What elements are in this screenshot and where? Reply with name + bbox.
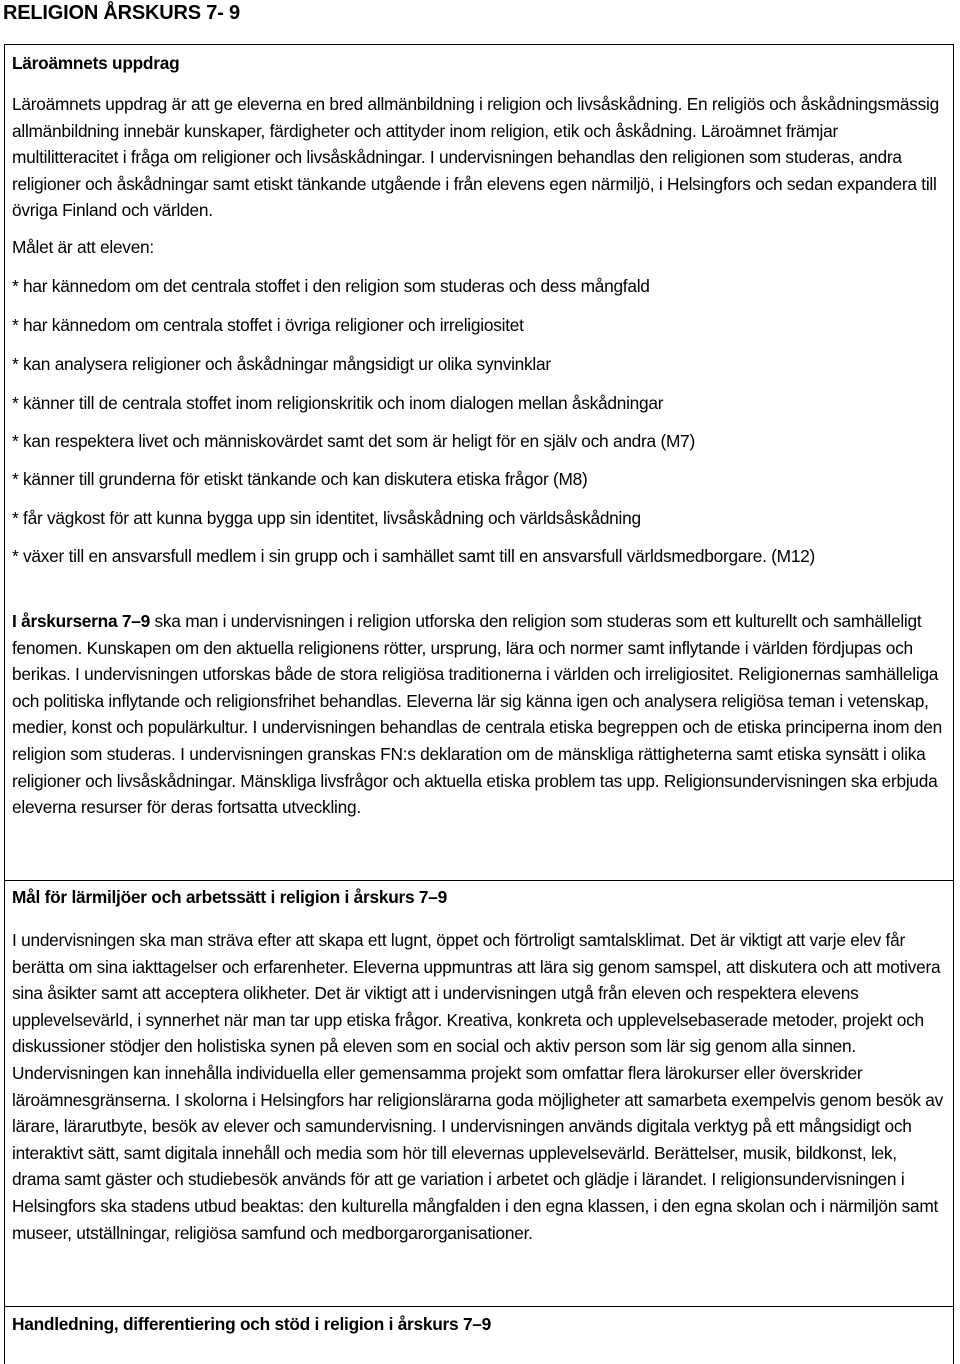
learning-environment-paragraph: I undervisningen ska man sträva efter att skapa ett lugnt, öppet och förtroligt samtalsklimat. Det är viktigt att varje elev får berätta om sina iakttagelser och erfarenheter. Eleverna uppmuntras att lära sig genom samspel, att diskutera och att motivera sina åsikter samt att acceptera olikheter. Det är viktigt att i undervisningen utgå från eleven och respektera elevens upplevelsevärld, i synnerhet när man tar upp etiska frågor. Kreativa, konkreta och upplevelsebaserade metoder, projekt och diskussioner stödjer den holistiska synen på eleven som en social och aktiv person som lär sig genom alla sinnen. Undervisningen kan innehålla individuella eller gemensamma projekt som omfattar flera lärokurser eller överskrider läroämnesgränserna. I skolorna i Helsingfors har religionslärarna goda möjligheter att samarbeta exempelvis genom besök av lärare, lärarutbyte, besök av elever och samundervisning. I undervisningen används digitala verktyg på ett mångsidigt och interaktivt sätt, samt digitala innehåll och media som hör till elevernas upplevelsevärld. Berättelser, musik, bildkonst, lek, drama samt gäster och studiebesök används för att ge variation i arbetet och glädje i lärandet. I religionsundervisningen i Helsingfors ska stadens utbud beaktas: den kulturella mångfalden i den egna klassen, i den egna skolan och i närmiljön samt museer, utställningar, religiösa samfund och medborgarorganisationer. [12,930,944,1243]
goal-item: * kan respektera livet och människovärdet samt det som är heligt för en själv och andra (M7) [12,431,695,451]
section-heading-laroamnets-uppdrag: Läroämnets uppdrag [12,53,180,73]
goal-item: * har kännedom om det centrala stoffet i den religion som studeras och dess mångfald [12,276,650,296]
goal-item: * känner till de centrala stoffet inom religionskritik och inom dialogen mellan åskådningar [12,393,664,413]
goal-item: * får vägkost för att kunna bygga upp sin identitet, livsåskådning och världsåskådning [12,508,641,528]
goal-item: * växer till en ansvarsfull medlem i sin grupp och i samhället samt till en ansvarsfull världsmedborgare. (M12) [12,546,816,566]
section-heading-handledning: Handledning, differentiering och stöd i religion i årskurs 7–9 [12,1314,492,1334]
section-heading-larmiljoer: Mål för lärmiljöer och arbetssätt i religion i årskurs 7–9 [12,887,447,907]
intro-paragraph: Läroämnets uppdrag är att ge eleverna en bred allmänbildning i religion och livsåskådning. En religiös och åskådningsmässig allmänbildning innebär kunskaper, färdigheter och attityder inom religion, etik och åskådning. Läroämnet främjar multilitteracitet i fråga om religioner och livsåskådningar. I undervisningen behandlas den religionen som studeras, andra religioner och åskådningar samt etiskt tänkande utgående i från elevens egen närmiljö, i Helsingfors och sedan expandera till övriga Finland och världen. [12,94,940,220]
row-divider [4,880,954,881]
grades-lead-bold: I årskurserna 7–9 [12,611,150,631]
goals-lead: Målet är att eleven: [12,237,154,257]
goal-item: * kan analysera religioner och åskådningar mångsidigt ur olika synvinklar [12,354,551,374]
grades-paragraph-text: ska man i undervisningen i religion utforska den religion som studeras som ett kulturellt och samhälleligt fenomen. Kunskapen om den aktuella religionens rötter, ursprung, lära och normer samt inflytande i världen fördjupas och berikas. I undervisningen utforskas både de stora religiösa traditionerna i världen och irreligiositet. Religionernas samhälleliga och politiska inflytande och religionsfrihet behandlas. Eleverna lär sig känna igen och analysera religiösa teman i vetenskap, medier, konst och populärkultur. I undervisningen behandlas de centrala etiska begreppen och de etiska principerna inom den religion som studeras. I undervisningen granskas FN:s deklaration om de mänskliga rättigheterna samt etiska synsätt i olika religioner och livsåskådningar. Mänskliga livsfrågor och aktuella etiska problem tas upp. Religionsundervisningen ska erbjuda eleverna resurser för deras fortsatta utveckling. [12,611,942,818]
grades-paragraph [12,608,944,821]
row-divider [4,1306,954,1307]
goal-item: * känner till grunderna för etiskt tänkande och kan diskutera etiska frågor (M8) [12,469,588,489]
goal-item: * har kännedom om centrala stoffet i övriga religioner och irreligiositet [12,315,524,335]
document-title: RELIGION ÅRSKURS 7- 9 [3,2,240,24]
